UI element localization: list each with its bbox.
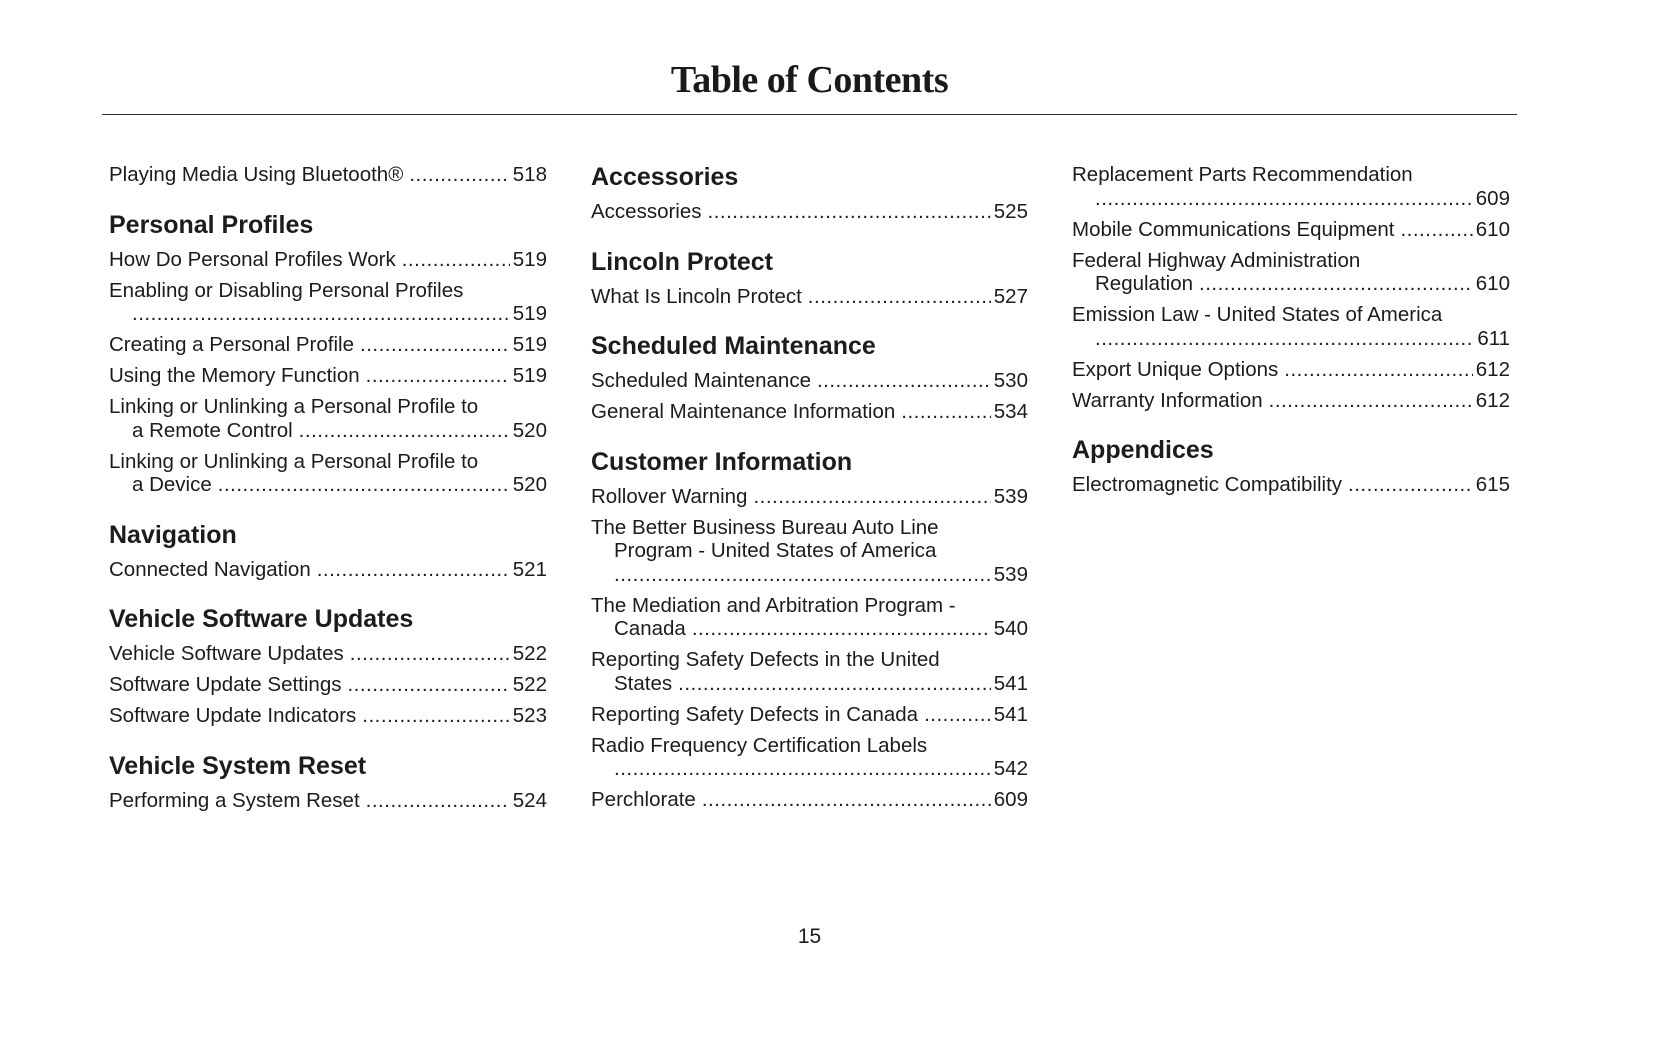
entry-line: The Mediation and Arbitration Program - bbox=[591, 593, 956, 617]
toc-entry[interactable] bbox=[109, 642, 547, 666]
entry-page-number: 530 bbox=[993, 369, 1028, 392]
entry-title: Connected Navigation bbox=[109, 557, 311, 581]
dot-leader bbox=[753, 485, 990, 509]
dot-leader bbox=[678, 672, 991, 696]
toc-entry[interactable] bbox=[109, 333, 547, 357]
entry-line: Linking or Unlinking a Personal Profile to bbox=[109, 449, 479, 473]
entry-page-number: 523 bbox=[512, 704, 547, 727]
entry-title: Creating a Personal Profile bbox=[109, 333, 354, 356]
toc-entry[interactable] bbox=[109, 395, 547, 442]
section-heading: Personal Profiles bbox=[109, 210, 314, 239]
entry-last-line bbox=[591, 703, 1028, 727]
page-number: 15 bbox=[797, 925, 822, 948]
toc-entry[interactable] bbox=[109, 789, 547, 813]
entry-page-number: 518 bbox=[512, 163, 547, 186]
toc-entry[interactable] bbox=[1072, 358, 1510, 382]
entry-page-number: 520 bbox=[512, 418, 547, 442]
entry-line: Enabling or Disabling Personal Profiles bbox=[109, 278, 464, 302]
entry-last-line bbox=[1072, 389, 1510, 413]
toc-entry[interactable] bbox=[591, 788, 1028, 812]
section-heading: Scheduled Maintenance bbox=[591, 332, 876, 360]
entry-page-number: 519 bbox=[512, 333, 547, 356]
entry-last-line bbox=[109, 419, 547, 443]
entry-page-number: 541 bbox=[993, 702, 1028, 726]
entry-line: Program - United States of America bbox=[614, 539, 937, 562]
toc-entry[interactable] bbox=[591, 485, 1028, 509]
entry-title: Reporting Safety Defects in Canada bbox=[591, 702, 919, 726]
dot-leader bbox=[1095, 187, 1473, 211]
toc-column-2 bbox=[591, 162, 1028, 819]
entry-title: Export Unique Options bbox=[1072, 357, 1279, 381]
entry-title: Canada bbox=[614, 617, 686, 640]
entry-page-number: 525 bbox=[993, 200, 1028, 223]
toc-entry[interactable] bbox=[109, 364, 547, 388]
dot-leader bbox=[360, 333, 510, 357]
section-heading: Appendices bbox=[1072, 436, 1214, 464]
entry-last-line bbox=[591, 563, 1028, 587]
entry-page-number: 522 bbox=[512, 642, 547, 665]
dot-leader bbox=[1269, 389, 1473, 413]
entry-line: Replacement Parts Recommendation bbox=[1072, 163, 1413, 186]
toc-column-3 bbox=[1072, 163, 1510, 504]
toc-entry[interactable] bbox=[591, 594, 1028, 641]
dot-leader bbox=[817, 369, 991, 393]
entry-last-line bbox=[109, 673, 547, 697]
entry-page-number: 611 bbox=[1477, 326, 1510, 350]
section-heading: Vehicle Software Updates bbox=[109, 605, 414, 633]
entry-page-number: 542 bbox=[993, 757, 1028, 780]
entry-last-line bbox=[1072, 272, 1510, 296]
entry-page-number: 612 bbox=[1475, 357, 1510, 381]
dot-leader bbox=[1400, 218, 1472, 242]
entry-last-line bbox=[1072, 187, 1510, 211]
toc-entry[interactable] bbox=[591, 369, 1028, 393]
dot-leader bbox=[614, 757, 991, 781]
entry-title: Accessories bbox=[591, 200, 702, 223]
toc-entry[interactable] bbox=[1072, 249, 1510, 296]
dot-leader bbox=[1095, 327, 1474, 351]
entry-last-line bbox=[109, 248, 547, 272]
entry-title: States bbox=[614, 671, 673, 695]
toc-entry[interactable] bbox=[109, 450, 547, 497]
entry-last-line bbox=[591, 485, 1028, 509]
dot-leader bbox=[924, 703, 991, 727]
entry-last-line bbox=[1072, 473, 1510, 497]
entry-last-line bbox=[591, 672, 1028, 696]
toc-entry[interactable] bbox=[109, 673, 547, 697]
entry-last-line bbox=[591, 400, 1028, 424]
dot-leader bbox=[299, 419, 510, 443]
entry-page-number: 615 bbox=[1475, 473, 1510, 496]
toc-entry[interactable] bbox=[591, 285, 1028, 309]
entry-last-line bbox=[109, 302, 547, 326]
entry-page-number: 541 bbox=[993, 671, 1028, 695]
entry-title: Perchlorate bbox=[591, 788, 696, 811]
toc-entry[interactable] bbox=[109, 248, 547, 272]
entry-last-line bbox=[109, 642, 547, 666]
dot-leader bbox=[708, 200, 991, 224]
entry-line: Linking or Unlinking a Personal Profile to bbox=[109, 395, 479, 418]
title-divider bbox=[102, 114, 1517, 115]
entry-page-number: 534 bbox=[993, 400, 1028, 423]
entry-line: Radio Frequency Certification Labels bbox=[591, 733, 928, 757]
entry-page-number: 610 bbox=[1475, 272, 1510, 295]
dot-leader bbox=[901, 400, 991, 424]
dot-leader bbox=[402, 248, 510, 272]
entry-title: Regulation bbox=[1095, 272, 1194, 295]
page-title: Table of Contents bbox=[670, 59, 949, 101]
entry-last-line bbox=[1072, 358, 1510, 382]
section-heading: Vehicle System Reset bbox=[109, 751, 367, 780]
entry-title: Rollover Warning bbox=[591, 484, 748, 508]
entry-title: What Is Lincoln Protect bbox=[591, 284, 802, 308]
toc-entry[interactable] bbox=[1072, 389, 1510, 413]
dot-leader bbox=[692, 617, 991, 641]
entry-page-number: 610 bbox=[1475, 217, 1510, 241]
toc-entry[interactable] bbox=[591, 200, 1028, 224]
entry-last-line bbox=[109, 558, 547, 582]
entry-title: a Device bbox=[132, 473, 212, 496]
entry-page-number: 519 bbox=[512, 302, 547, 325]
toc-entry[interactable] bbox=[1072, 163, 1510, 210]
section-heading: Accessories bbox=[591, 163, 739, 191]
toc-entry[interactable] bbox=[591, 703, 1028, 727]
toc-entry[interactable] bbox=[1072, 473, 1510, 497]
entry-page-number: 522 bbox=[512, 673, 547, 696]
entry-title: Scheduled Maintenance bbox=[591, 369, 811, 392]
toc-entry[interactable] bbox=[591, 734, 1028, 781]
toc-entry[interactable] bbox=[109, 279, 547, 326]
entry-page-number: 539 bbox=[993, 484, 1028, 508]
toc-entry[interactable] bbox=[109, 558, 547, 582]
entry-title: Warranty Information bbox=[1072, 388, 1263, 412]
entry-page-number: 540 bbox=[993, 617, 1028, 640]
section-heading: Customer Information bbox=[591, 447, 853, 476]
entry-last-line bbox=[109, 333, 547, 357]
entry-last-line bbox=[109, 704, 547, 728]
toc-entry[interactable] bbox=[591, 648, 1028, 695]
dot-leader bbox=[702, 788, 991, 812]
dot-leader bbox=[1284, 358, 1473, 382]
section-heading: Navigation bbox=[109, 520, 237, 549]
entry-page-number: 524 bbox=[512, 788, 547, 812]
dot-leader bbox=[347, 673, 509, 697]
dot-leader bbox=[366, 789, 510, 813]
entry-last-line bbox=[1072, 218, 1510, 242]
entry-title: Software Update Settings bbox=[109, 673, 342, 696]
dot-leader bbox=[218, 473, 510, 497]
entry-line: The Better Business Bureau Auto Line bbox=[591, 515, 939, 539]
dot-leader bbox=[317, 558, 510, 582]
entry-page-number: 527 bbox=[993, 284, 1028, 308]
entry-last-line bbox=[109, 364, 547, 388]
toc-entry[interactable] bbox=[1072, 218, 1510, 242]
entry-last-line bbox=[109, 163, 547, 187]
entry-title: Vehicle Software Updates bbox=[109, 642, 344, 665]
dot-leader bbox=[362, 704, 510, 728]
toc-entry[interactable] bbox=[591, 516, 1028, 587]
entry-page-number: 612 bbox=[1475, 388, 1510, 412]
entry-page-number: 539 bbox=[993, 562, 1028, 586]
toc-entry[interactable] bbox=[109, 163, 547, 187]
dot-leader bbox=[366, 364, 510, 388]
entry-last-line bbox=[591, 200, 1028, 224]
entry-last-line bbox=[591, 617, 1028, 641]
entry-page-number: 521 bbox=[512, 557, 547, 581]
entry-page-number: 519 bbox=[512, 247, 547, 271]
entry-page-number: 519 bbox=[512, 364, 547, 387]
entry-last-line bbox=[591, 757, 1028, 781]
dot-leader bbox=[132, 302, 510, 326]
dot-leader bbox=[614, 563, 991, 587]
toc-entry[interactable] bbox=[1072, 303, 1510, 350]
entry-title: General Maintenance Information bbox=[591, 400, 896, 423]
entry-last-line bbox=[591, 788, 1028, 812]
entry-line: Emission Law - United States of America bbox=[1072, 303, 1443, 326]
entry-last-line bbox=[109, 789, 547, 813]
dot-leader bbox=[808, 285, 991, 309]
dot-leader bbox=[1199, 272, 1473, 296]
dot-leader bbox=[350, 642, 510, 666]
toc-column-1 bbox=[109, 163, 547, 820]
dot-leader bbox=[1348, 473, 1473, 497]
entry-page-number: 609 bbox=[1475, 186, 1510, 210]
entry-title: Playing Media Using Bluetooth® bbox=[109, 163, 404, 186]
entry-page-number: 609 bbox=[993, 788, 1028, 811]
entry-last-line bbox=[1072, 327, 1510, 351]
entry-title: Performing a System Reset bbox=[109, 788, 360, 812]
entry-page-number: 520 bbox=[512, 473, 547, 496]
entry-title: Electromagnetic Compatibility bbox=[1072, 473, 1343, 496]
entry-last-line bbox=[109, 473, 547, 497]
entry-title: How Do Personal Profiles Work bbox=[109, 247, 396, 271]
entry-title: Using the Memory Function bbox=[109, 364, 360, 387]
entry-last-line bbox=[591, 285, 1028, 309]
toc-entry[interactable] bbox=[109, 704, 547, 728]
dot-leader bbox=[409, 163, 509, 187]
entry-title: a Remote Control bbox=[132, 418, 293, 442]
entry-title: Mobile Communications Equipment bbox=[1072, 217, 1395, 241]
entry-line: Reporting Safety Defects in the United bbox=[591, 648, 940, 671]
toc-entry[interactable] bbox=[591, 400, 1028, 424]
entry-last-line bbox=[591, 369, 1028, 393]
entry-line: Federal Highway Administration bbox=[1072, 248, 1361, 272]
section-heading: Lincoln Protect bbox=[591, 247, 773, 276]
entry-title: Software Update Indicators bbox=[109, 704, 357, 727]
